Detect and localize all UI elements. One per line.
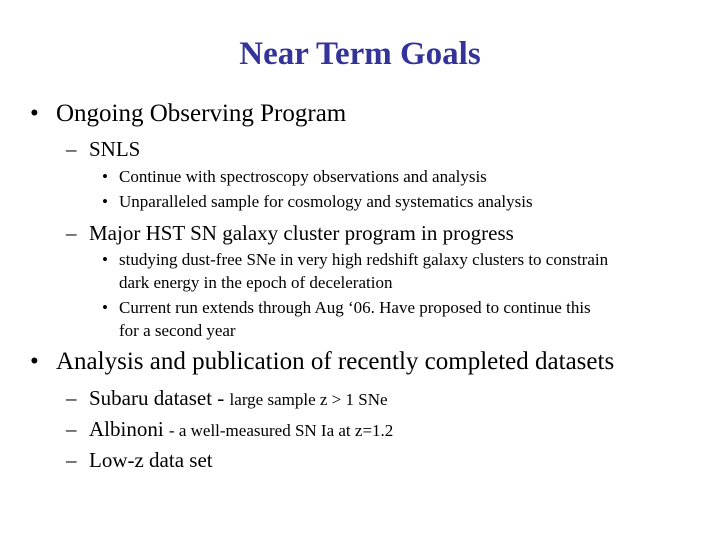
sub-sub-bullet-text: Unparalleled sample for cosmology and systematics analysis <box>119 192 533 211</box>
sub-sub-bullet-text-line1: Current run extends through Aug ‘06. Have proposed to continue this <box>119 298 591 317</box>
sub-bullet-main: Albinoni <box>89 417 169 441</box>
sub-bullet-note: - a well-measured SN Ia at z=1.2 <box>168 421 394 440</box>
bullet-text: Analysis and publication of recently completed datasets <box>56 348 615 375</box>
bullet-marker: • <box>30 100 39 127</box>
dash-marker: – <box>66 221 77 245</box>
sub-bullet-main: Subaru dataset - <box>89 386 230 410</box>
sub-sub-bullet-text-line2: dark energy in the epoch of deceleration <box>119 273 393 292</box>
sub-bullet-note: large sample z > 1 SNe <box>229 390 388 409</box>
bullet-marker: • <box>102 167 108 186</box>
sub-bullet-text: SNLS <box>89 137 141 161</box>
bullet-marker: • <box>30 348 39 375</box>
bullet-marker: • <box>102 250 108 269</box>
dash-marker: – <box>66 417 77 441</box>
sub-bullet-text: Major HST SN galaxy cluster program in progress <box>89 221 514 245</box>
sub-bullet-text <box>89 385 388 413</box>
page-title: Near Term Goals <box>239 36 481 72</box>
dash-marker: – <box>66 386 77 410</box>
sub-sub-bullet-text: Continue with spectroscopy observations and analysis <box>119 167 487 186</box>
bullet-marker: • <box>102 298 108 317</box>
sub-sub-bullet-text-line2: for a second year <box>119 321 236 340</box>
bullet-text: Ongoing Observing Program <box>56 100 347 127</box>
sub-sub-bullet-text-line1: studying dust-free SNe in very high redshift galaxy clusters to constrain <box>119 250 609 269</box>
sub-bullet-text <box>89 416 393 444</box>
sub-bullet-text: Low-z data set <box>89 448 213 472</box>
dash-marker: – <box>66 137 77 161</box>
bullet-marker: • <box>102 192 108 211</box>
dash-marker: – <box>66 448 77 472</box>
